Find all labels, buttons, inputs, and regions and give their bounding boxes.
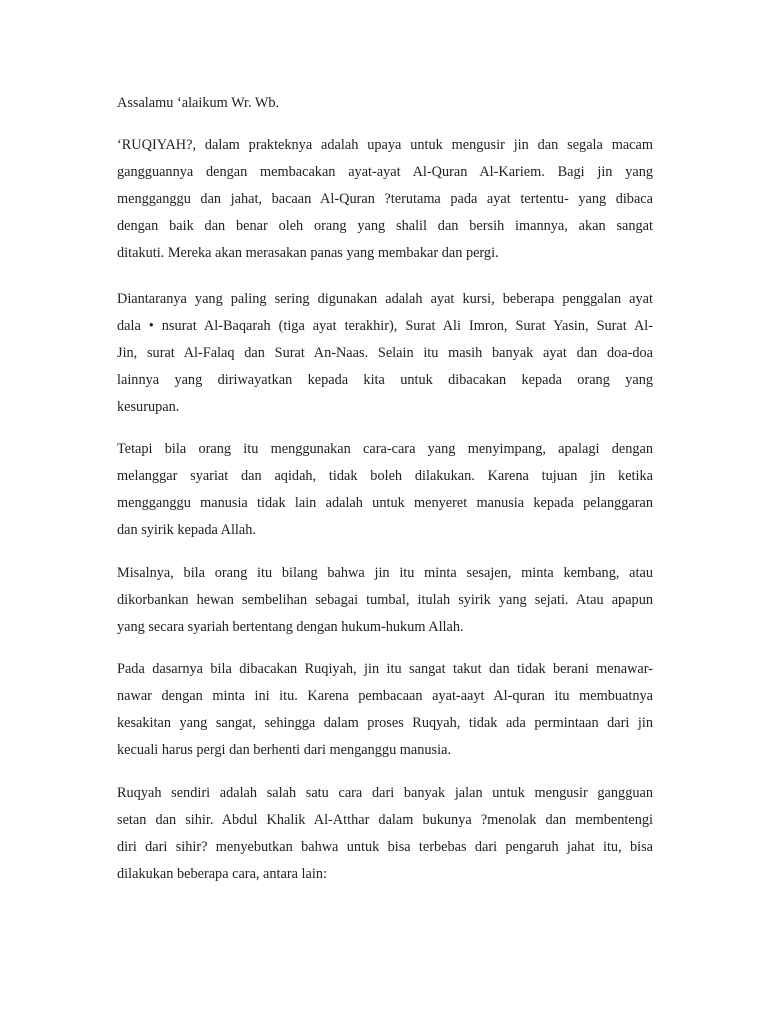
paragraph-basis: [117, 656, 653, 764]
paragraph-ruqiyah-definition: [117, 132, 653, 267]
greeting-paragraph: [117, 90, 653, 117]
text-line: ‘RUQIYAH?, dalam prakteknya adalah upaya untuk mengusir jin dan segala macam: [117, 137, 653, 153]
text-line: lainnya yang diriwayatkan kepada kita untuk dibacakan kepada orang yang: [117, 372, 653, 388]
text-line: Jin, surat Al-Falaq dan Surat An-Naas. Selain itu masih banyak ayat dan doa-doa: [117, 345, 653, 361]
text-line: kesurupan.: [117, 399, 180, 415]
text-line: Assalamu ‘alaikum Wr. Wb.: [117, 95, 280, 111]
text-line: yang secara syariah bertentang dengan hukum-hukum Allah.: [117, 619, 464, 635]
paragraph-verses: [117, 286, 653, 421]
text-line: Ruqyah sendiri adalah salah satu cara dari banyak jalan untuk mengusir gangguan: [117, 785, 653, 801]
text-line: nawar dengan minta ini itu. Karena pembacaan ayat-aayt Al-quran itu membuatnya: [117, 688, 653, 704]
text-line: diri dari sihir? menyebutkan bahwa untuk bisa terbebas dari pengaruh jahat itu, bisa: [117, 839, 653, 855]
text-line: mengganggu manusia tidak lain adalah untuk menyeret manusia kepada pelanggaran: [117, 495, 653, 511]
text-line: dikorbankan hewan sembelihan sebagai tumbal, itulah syirik yang sejati. Atau apapun: [117, 592, 653, 608]
text-line: ditakuti. Mereka akan merasakan panas yang membakar dan pergi.: [117, 245, 499, 261]
text-line: gangguannya dengan membacakan ayat-ayat Al-Quran Al-Kariem. Bagi jin yang: [117, 164, 653, 180]
text-line: melanggar syariat dan aqidah, tidak boleh dilakukan. Karena tujuan jin ketika: [117, 468, 653, 484]
text-line: Misalnya, bila orang itu bilang bahwa jin itu minta sesajen, minta kembang, atau: [117, 565, 653, 581]
text-line: dala • nsurat Al-Baqarah (tiga ayat terakhir), Surat Ali Imron, Surat Yasin, Surat Al-: [117, 318, 653, 334]
paragraph-methods: [117, 780, 653, 888]
text-line: setan dan sihir. Abdul Khalik Al-Atthar dalam bukunya ?menolak dan membentengi: [117, 812, 653, 828]
text-line: Tetapi bila orang itu menggunakan cara-cara yang menyimpang, apalagi dengan: [117, 441, 653, 457]
text-line: kecuali harus pergi dan berhenti dari menganggu manusia.: [117, 742, 452, 758]
paragraph-deviation: [117, 436, 653, 544]
text-line: Pada dasarnya bila dibacakan Ruqiyah, jin itu sangat takut dan tidak berani menawar-: [117, 661, 653, 677]
text-line: Diantaranya yang paling sering digunakan adalah ayat kursi, beberapa penggalan ayat: [117, 291, 653, 307]
paragraph-example: [117, 560, 653, 641]
text-line: dengan baik dan benar oleh orang yang shalil dan bersih imannya, akan sangat: [117, 218, 653, 234]
text-line: kesakitan yang sangat, sehingga dalam proses Ruqyah, tidak ada permintaan dari jin: [117, 715, 653, 731]
text-line: dan syirik kepada Allah.: [117, 522, 256, 538]
text-line: dilakukan beberapa cara, antara lain:: [117, 866, 327, 882]
text-line: mengganggu dan jahat, bacaan Al-Quran ?terutama pada ayat tertentu- yang dibaca: [117, 191, 653, 207]
